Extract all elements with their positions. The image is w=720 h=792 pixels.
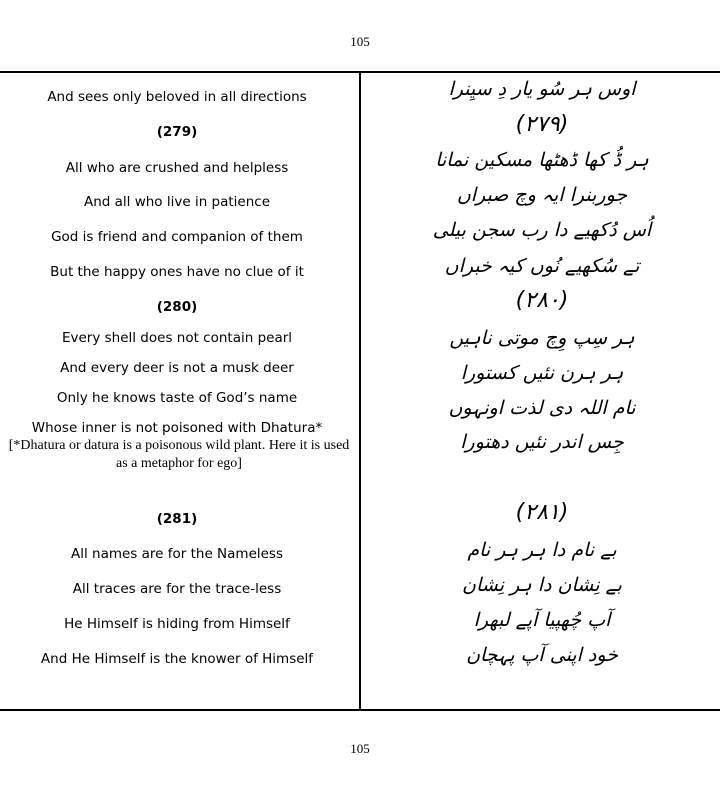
verse-number: (279) — [156, 124, 198, 140]
urdu-line: نام اللہ دی لذت اونہوں — [448, 397, 636, 419]
english-line: All names are for the Nameless — [70, 546, 283, 562]
verse-number: (281) — [156, 511, 198, 527]
urdu-line: بے نِشان دا ہر نِشان — [462, 574, 622, 596]
column-divider — [359, 72, 361, 709]
urdu-line: جوربنرا ایہ وچ صبراں — [456, 184, 628, 206]
english-column — [0, 72, 358, 709]
urdu-line: ہر سِپ وِچ موتی ناہیں — [449, 327, 635, 349]
verse-number-urdu: (۲۸۱) — [515, 500, 569, 525]
urdu-column — [362, 72, 720, 709]
footnote: [*Dhatura or datura is a poisonous wild plant. Here it is used as a metaphor for ego] — [8, 438, 350, 471]
verse-number: (280) — [156, 299, 198, 315]
urdu-line: ہر ڈُ کھا ڈھٹھا مسکین نمانا — [435, 149, 649, 171]
urdu-line: جِس اندر نئیں دھتورا — [460, 431, 624, 453]
english-line: And He Himself is the knower of Himself — [40, 651, 314, 667]
english-line: Only he knows taste of God’s name — [56, 390, 298, 406]
english-line: All who are crushed and helpless — [65, 160, 289, 176]
page-number-top: 105 — [350, 34, 370, 49]
english-line: All traces are for the trace-less — [72, 581, 282, 597]
bottom-rule — [0, 709, 720, 711]
verse-number-urdu: (۲۷۹) — [515, 112, 569, 137]
urdu-line: خود اپنی آپ پہچان — [466, 644, 618, 666]
english-line: God is friend and companion of them — [51, 229, 303, 245]
urdu-line: بے نام دا ہر ہر نام — [467, 539, 617, 561]
urdu-line: ہر ہرن نئیں کستورا — [460, 362, 624, 384]
english-line: Every shell does not contain pearl — [61, 330, 293, 346]
urdu-line: آپ چُھپیا آپے لبھرا — [473, 609, 611, 631]
english-line: Whose inner is not poisoned with Dhatura* — [31, 420, 323, 436]
english-line: And every deer is not a musk deer — [60, 360, 294, 376]
english-line: He Himself is hiding from Himself — [64, 616, 290, 632]
verse-number-urdu: (۲۸۰) — [515, 288, 569, 313]
page-number-bottom: 105 — [350, 741, 370, 756]
english-line: But the happy ones have no clue of it — [50, 264, 304, 280]
urdu-line: اُس دُکھیے دا رب سجن بیلی — [432, 219, 652, 241]
english-line: And all who live in patience — [83, 194, 271, 210]
urdu-line: تے سُکھیے نُوں کیہ خبراں — [444, 255, 640, 277]
english-line: And sees only beloved in all directions — [47, 89, 307, 105]
urdu-line: اوس ہر سُو یار دِ سیِنرا — [448, 78, 636, 100]
